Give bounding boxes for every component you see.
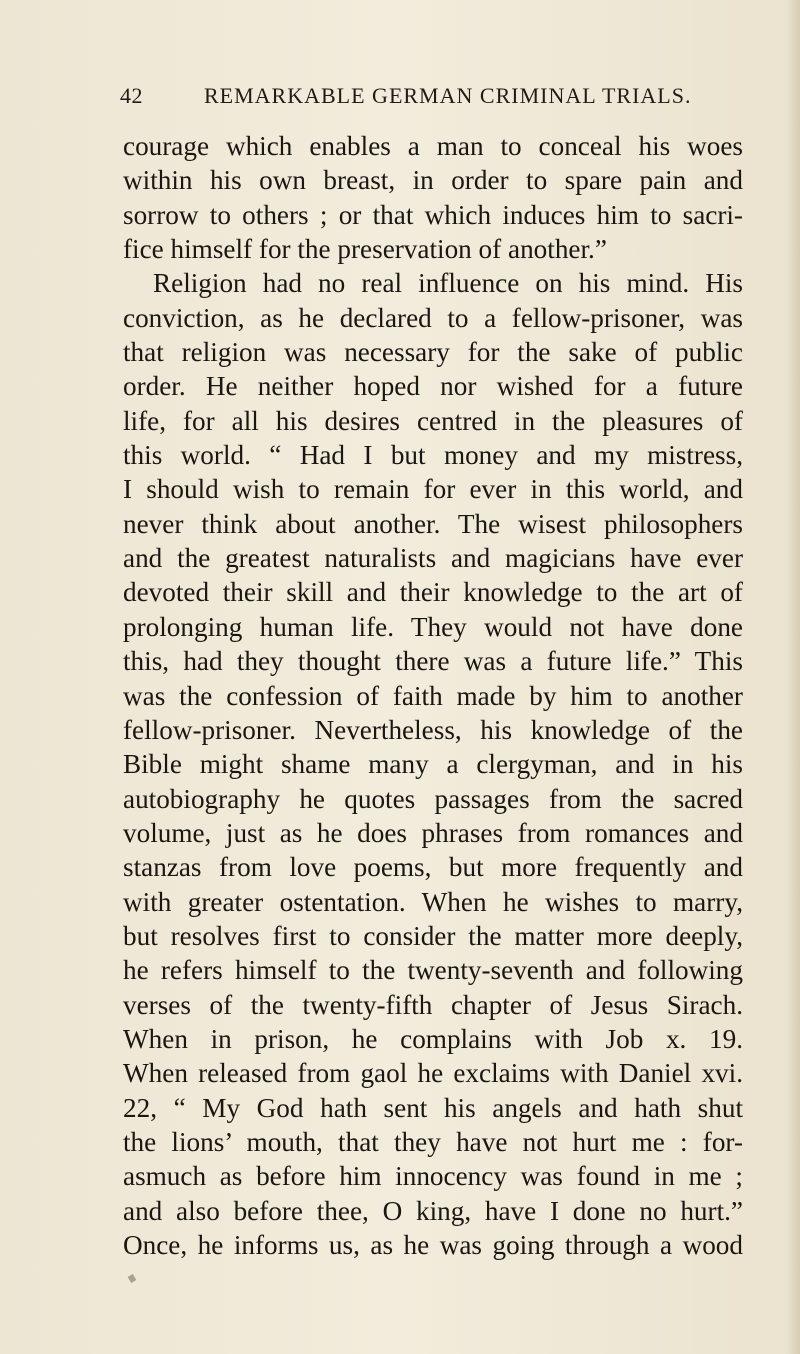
ink-speck	[128, 1274, 137, 1283]
body-text	[123, 129, 743, 1262]
text-line: sorrow to others ; or that which induces him to sacri-	[123, 199, 743, 230]
page-number: 42	[120, 83, 143, 108]
text-line: and the greatest naturalists and magicians have ever	[123, 543, 743, 574]
text-line: was the confession of faith made by him to another	[123, 680, 743, 711]
text-line: When released from gaol he exclaims with Daniel xvi.	[123, 1058, 743, 1089]
text-line: courage which enables a man to conceal his woes	[123, 131, 743, 161]
running-head	[120, 83, 692, 113]
text-line: autobiography he quotes passages from the sacred	[123, 783, 743, 814]
text-line: with greater ostentation. When he wishes to marry,	[123, 886, 743, 917]
text-line: When in prison, he complains with Job x. 19.	[123, 1023, 743, 1054]
text-line: verses of the twenty-fifth chapter of Jesus Sirach.	[123, 989, 743, 1020]
text-line: the lions’ mouth, that they have not hurt me : for-	[123, 1126, 743, 1157]
text-line: devoted their skill and their knowledge to the art of	[123, 577, 743, 608]
text-line: Bible might shame many a clergyman, and in his	[123, 749, 743, 780]
text-line: volume, just as he does phrases from romances and	[123, 817, 743, 848]
text-line: Once, he informs us, as he was going through a wood	[123, 1230, 743, 1260]
text-line: he refers himself to the twenty-seventh and following	[123, 955, 743, 986]
text-line: within his own breast, in order to spare pain and	[123, 165, 743, 196]
text-line: this, had they thought there was a future life.” This	[123, 646, 743, 677]
text-line: I should wish to remain for ever in this world, and	[123, 474, 743, 505]
text-line: stanzas from love poems, but more frequently and	[123, 852, 743, 883]
text-line: prolonging human life. They would not have done	[123, 611, 743, 642]
text-line: 22, “ My God hath sent his angels and hath shut	[123, 1092, 743, 1123]
text-line: Religion had no real influence on his mind. His	[153, 268, 743, 299]
text-line: life, for all his desires centred in the pleasures of	[123, 405, 743, 436]
text-line: this world. “ Had I but money and my mistress,	[123, 440, 743, 471]
text-line: fellow-prisoner. Nevertheless, his knowledge of the	[123, 714, 743, 745]
text-line: but resolves first to consider the matter more deeply,	[123, 920, 743, 951]
text-line: and also before thee, O king, have I done no hurt.”	[123, 1195, 743, 1226]
text-line: order. He neither hoped nor wished for a future	[123, 371, 743, 402]
text-line: asmuch as before him innocency was found in me ;	[123, 1161, 743, 1192]
text-line: conviction, as he declared to a fellow-prisoner, was	[123, 302, 743, 333]
text-line: fice himself for the preservation of another.”	[123, 234, 607, 265]
page-edge-shadow	[786, 0, 800, 1354]
text-line: never think about another. The wisest philosophers	[123, 508, 743, 539]
text-line: that religion was necessary for the sake of public	[123, 337, 743, 368]
running-title: REMARKABLE GERMAN CRIMINAL TRIALS.	[204, 83, 692, 108]
